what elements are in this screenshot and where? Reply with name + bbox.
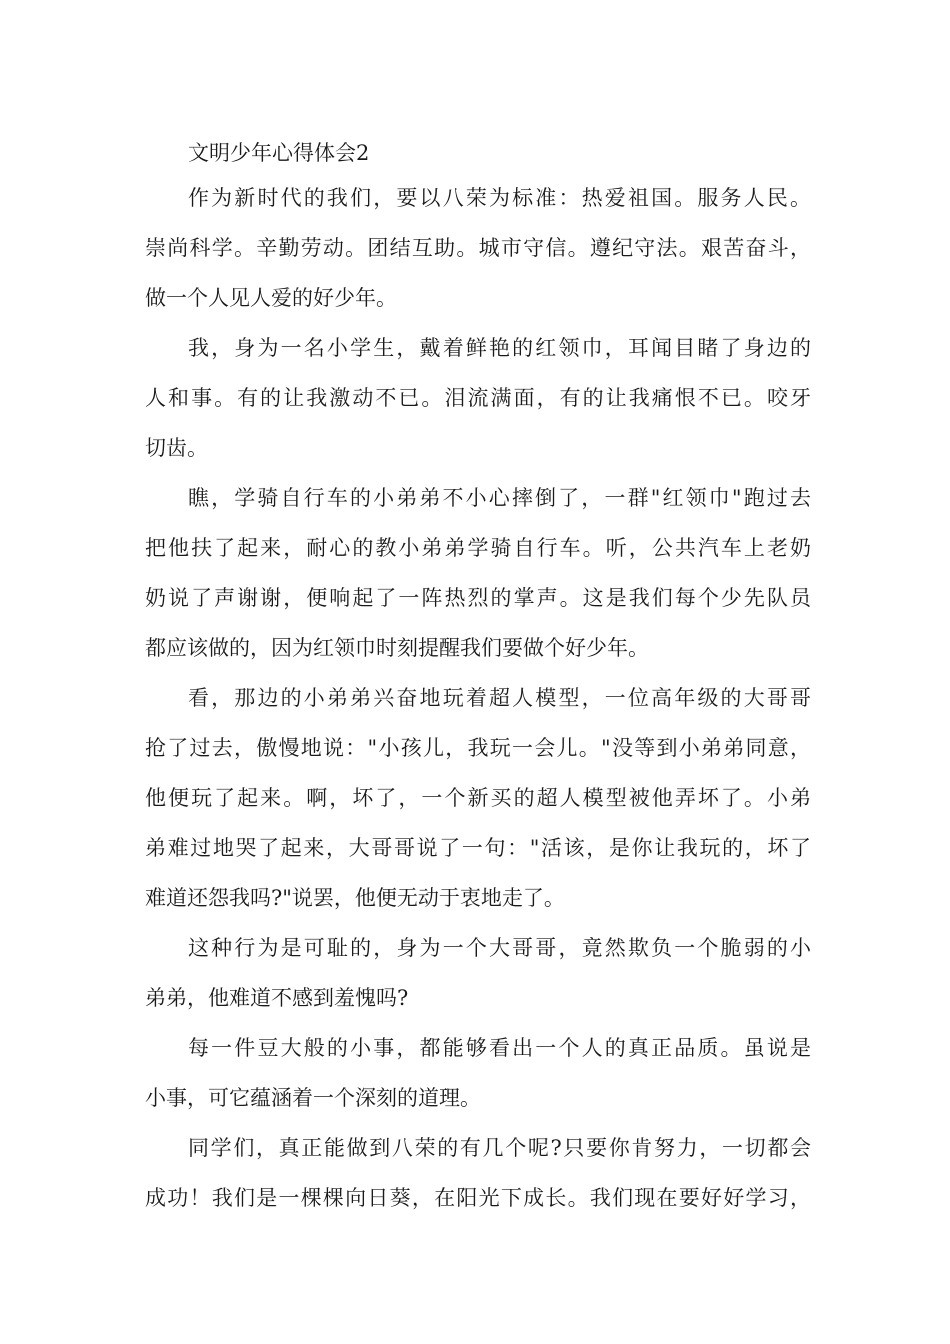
text-line: 作为新时代的我们，要以八荣为标准：热爱祖国。服务人民。 [188, 186, 811, 210]
text-line: 这种行为是可耻的，身为一个大哥哥，竟然欺负一个脆弱的小 [188, 936, 811, 960]
text-line: 弟弟，他难道不感到羞愧吗? [145, 986, 409, 1010]
text-line: 每一件豆大般的小事，都能够看出一个人的真正品质。虽说是 [188, 1036, 811, 1060]
paragraph [145, 932, 811, 1032]
paragraph [145, 1032, 811, 1132]
text-line: 弟难过地哭了起来，大哥哥说了一句："活该，是你让我玩的，坏了 [145, 836, 811, 860]
paragraph [145, 182, 811, 332]
paragraph [145, 482, 811, 682]
paragraph [145, 332, 811, 482]
text-line: 抢了过去，傲慢地说："小孩儿，我玩一会儿。"没等到小弟弟同意， [145, 736, 811, 760]
text-line: 崇尚科学。辛勤劳动。团结互助。城市守信。遵纪守法。艰苦奋斗， [145, 236, 811, 260]
text-line: 同学们，真正能做到八荣的有几个呢?只要你肯努力，一切都会 [188, 1136, 811, 1160]
document-title: 文明少年心得体会2 [188, 141, 370, 165]
paragraph [145, 1132, 811, 1232]
text-line: 把他扶了起来，耐心的教小弟弟学骑自行车。听，公共汽车上老奶 [145, 536, 811, 560]
paragraph [145, 682, 811, 932]
text-line: 人和事。有的让我激动不已。泪流满面，有的让我痛恨不已。咬牙 [145, 386, 811, 410]
text-line: 切齿。 [145, 436, 208, 460]
text-line: 小事，可它蕴涵着一个深刻的道理。 [145, 1086, 481, 1110]
text-line: 难道还怨我吗?"说罢，他便无动于衷地走了。 [145, 886, 565, 910]
text-line: 做一个人见人爱的好少年。 [145, 286, 397, 310]
text-line: 都应该做的，因为红领巾时刻提醒我们要做个好少年。 [145, 636, 649, 660]
text-line: 瞧，学骑自行车的小弟弟不小心摔倒了，一群"红领巾"跑过去 [188, 486, 811, 510]
text-line: 他便玩了起来。啊，坏了，一个新买的超人模型被他弄坏了。小弟 [145, 786, 811, 810]
text-line: 奶说了声谢谢，便响起了一阵热烈的掌声。这是我们每个少先队员 [145, 586, 811, 610]
text-line: 成功！我们是一棵棵向日葵，在阳光下成长。我们现在要好好学习， [145, 1186, 811, 1210]
text-line: 我，身为一名小学生，戴着鲜艳的红领巾，耳闻目睹了身边的 [188, 336, 811, 360]
document-body [145, 182, 811, 1232]
text-line: 看，那边的小弟弟兴奋地玩着超人模型，一位高年级的大哥哥 [188, 686, 811, 710]
